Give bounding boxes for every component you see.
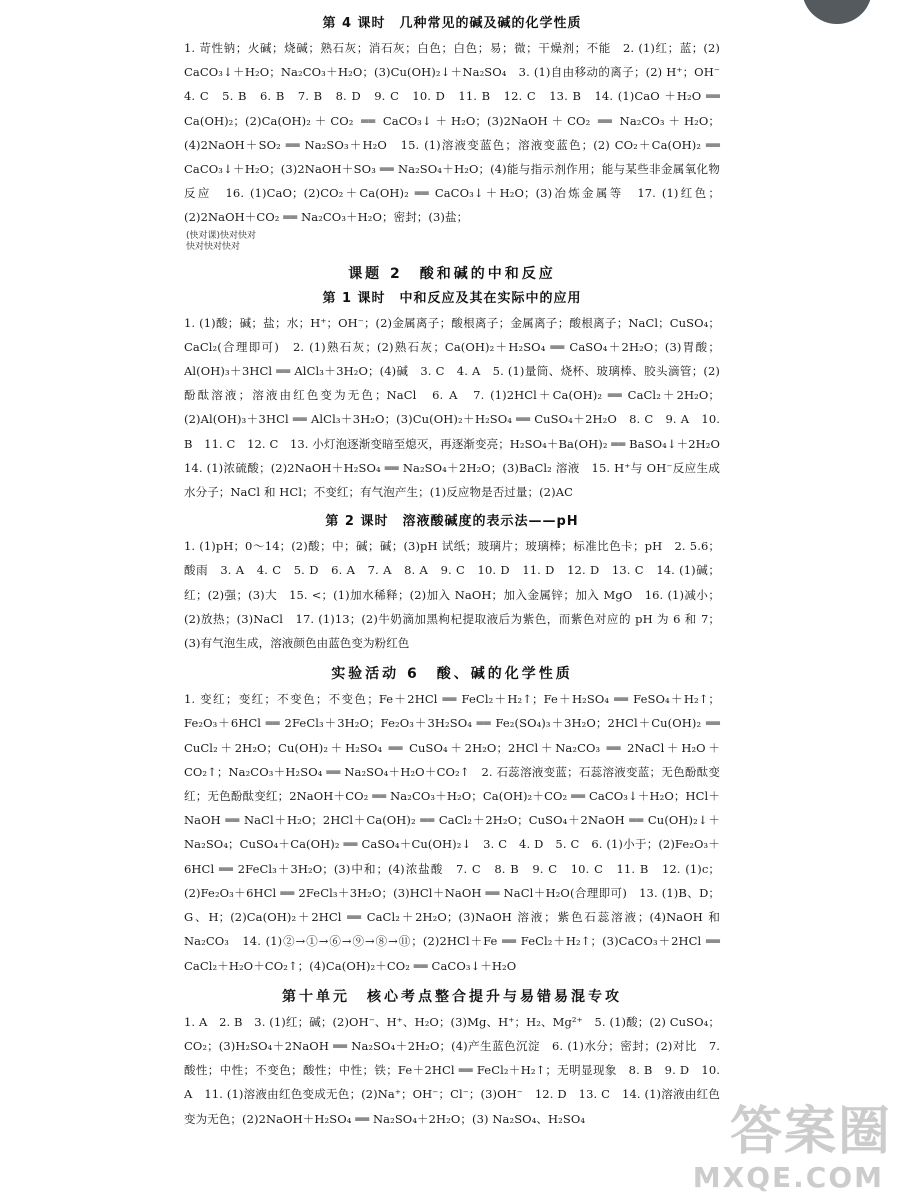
experiment-answers: 1. 变红；变红；不变色；不变色；Fe＋2HCl ══ FeCl₂＋H₂↑；Fe＋H₂SO₄ ══ FeSO₄＋H₂↑；Fe₂O₃＋6HCl ══ 2FeCl₃＋3H₂O；Fe₂O₃＋3H₂SO₄ ══ Fe₂(SO₄)₃＋3H₂O；2HCl＋Cu(OH)₂ ══ CuCl₂＋2H₂O；Cu(OH)₂＋H₂SO₄ ══ CuSO₄＋2H₂O；2HCl＋Na₂CO₃ ══ 2NaCl＋H₂O＋CO₂↑；Na₂CO₃＋H₂SO₄ ══ Na₂SO₄＋H₂O＋CO₂↑ 2. 石蕊溶液变蓝；石蕊溶液变蓝；无色酚酞变红；无色酚酞变红；2NaOH＋CO₂ ══ Na₂CO₃＋H₂O；Ca(OH)₂＋CO₂ ══ CaCO₃↓＋H₂O；HCl＋NaOH ══ NaCl＋H₂O；2HCl＋Ca(OH)₂ ══ CaCl₂＋2H₂O；CuSO₄＋2NaOH ══ Cu(OH)₂↓＋Na₂SO₄；CuSO₄＋Ca(OH)₂ ══ CaSO₄＋Cu(OH)₂↓ 3. C 4. D 5. C 6. (1)小于；(2)Fe₂O₃＋6HCl ══ 2FeCl₃＋3H₂O；(3)中和；(4)浓盐酸 7. C 8. B 9. C 10. C 11. B 12. (1)c；(2)Fe₂O₃＋6HCl ══ 2FeCl₃＋3H₂O；(3)HCl＋NaOH ══ NaCl＋H₂O(合理即可) 13. (1)B、D；G、H；(2)Ca(OH)₂＋2HCl ══ CaCl₂＋2H₂O；(3)NaOH 溶液；紫色石蕊溶液；(4)NaOH 和 Na₂CO₃ 14. (1)②→①→⑥→⑨→⑧→⑪；(2)2HCl＋Fe ══ FeCl₂＋H₂↑；(3)CaCO₃＋2HCl ══ CaCl₂＋H₂O＋CO₂↑；(4)Ca(OH)₂＋CO₂ ══ CaCO₃↓＋H₂O <box>184 692 720 973</box>
unit-review-answers: 1. A 2. B 3. (1)红；碱；(2)OH⁻、H⁺、H₂O；(3)Mg、H⁺；H₂、Mg²⁺ 5. (1)酸；(2) CuSO₄；CO₂；(3)H₂SO₄＋2NaOH ══ Na₂SO₄＋2H₂O；(4)产生蓝色沉淀 6. (1)水分；密封；(2)对比 7. 酸性；中性；不变色；酸性；中性；铁；Fe＋2HCl ══ FeCl₂＋H₂↑；无明显现象 8. B 9. D 10. A 11. (1)溶液由红色变成无色；(2)Na⁺；OH⁻；Cl⁻；(3)OH⁻ 12. D 13. C 14. (1)溶液由红色变为无色；(2)2NaOH＋H₂SO₄ ══ Na₂SO₄＋2H₂O；(3) Na₂SO₄、H₂SO₄ <box>184 1014 720 1126</box>
small-watermark: (快对课)快对快对 快对快对快对 <box>186 230 257 252</box>
lesson-title-1: 第 1 课时 中和反应及其在实际中的应用 <box>322 290 582 306</box>
lesson-answers-2: 1. (1)pH；0～14；(2)酸；中；碱；碱；(3)pH 试纸；玻璃片；玻璃棒；标准比色卡；pH 2. 5.6；酸雨 3. A 4. C 5. D 6. A 7. A 8. A 9. C 10. D 11. D 12. D 13. C 14. (1)碱；红；(2)强；(3)大 15. <；(1)加水稀释；(2)加入 NaOH；加入金属锌；加入 MgO 16. (1)减小；(2)放热；(3)NaCl 17. (1)13；(2)牛奶滴加黑枸杞提取液后为紫色，而紫色对应的 pH 为 6 和 7；(3)有气泡生成，溶液颜色由蓝色变为粉红色 <box>184 539 720 651</box>
url-watermark: MXQE.COM <box>692 1161 884 1194</box>
lesson-title-2: 第 2 课时 溶液酸碱度的表示法——pH <box>325 514 579 530</box>
brand-watermark: 答案圈 <box>729 1102 892 1162</box>
answer-content <box>184 12 732 1131</box>
experiment-title: 实验活动 6 酸、碱的化学性质 <box>331 666 573 683</box>
corner-tab[interactable] <box>802 0 872 24</box>
lesson-answers-4: 1. 苛性钠；火碱；烧碱；熟石灰；消石灰；白色；白色；易；微；干燥剂；不能 2. (1)红；蓝；(2) CaCO₃↓＋H₂O；Na₂CO₃＋H₂O；(3)Cu(OH)₂↓＋Na₂SO₄ 3. (1)自由移动的离子；(2) H⁺；OH⁻ 4. C 5. B 6. B 7. B 8. D 9. C 10. D 11. B 12. C 13. B 14. (1)CaO ＋H₂O ══ Ca(OH)₂；(2)Ca(OH)₂＋CO₂ ══ CaCO₃↓＋H₂O；(3)2NaOH＋CO₂ ══ Na₂CO₃＋H₂O；(4)2NaOH＋SO₂ ══ Na₂SO₃＋H₂O 15. (1)溶液变蓝色；溶液变蓝色；(2) CO₂＋Ca(OH)₂ ══ CaCO₃↓＋H₂O；(3)2NaOH＋SO₃ ══ Na₂SO₄＋H₂O；(4)能与指示剂作用；能与某些非金属氧化物反应 16. (1)CaO；(2)CO₂＋Ca(OH)₂ ══ CaCO₃↓＋H₂O；(3)冶炼金属等 17. (1)红色；(2)2NaOH＋CO₂ ══ Na₂CO₃＋H₂O；密封；(3)盐； <box>184 41 732 225</box>
unit-review-title: 第十单元 核心考点整合提升与易错易混专攻 <box>282 988 622 1005</box>
lesson-answers-1: 1. (1)酸；碱；盐；水；H⁺；OH⁻；(2)金属离子；酸根离子；金属离子；酸根离子；NaCl；CuSO₄；CaCl₂(合理即可) 2. (1)熟石灰；(2)熟石灰；Ca(OH)₂＋H₂SO₄ ══ CaSO₄＋2H₂O；(3)胃酸；Al(OH)₃＋3HCl ══ AlCl₃＋3H₂O；(4)碱 3. C 4. A 5. (1)量筒、烧杯、玻璃棒、胶头滴管；(2)酚酞溶液；溶液由红色变为无色；NaCl 6. A 7. (1)2HCl＋Ca(OH)₂ ══ CaCl₂＋2H₂O；(2)Al(OH)₃＋3HCl ══ AlCl₃＋3H₂O；(3)Cu(OH)₂＋H₂SO₄ ══ CuSO₄＋2H₂O 8. C 9. A 10. B 11. C 12. C 13. 小灯泡逐渐变暗至熄灭，再逐渐变亮；H₂SO₄＋Ba(OH)₂ ══ BaSO₄↓＋2H₂O 14. (1)浓硫酸；(2)2NaOH＋H₂SO₄ ══ Na₂SO₄＋2H₂O；(3)BaCl₂ 溶液 15. H⁺与 OH⁻反应生成水分子；NaCl 和 HCl；不变红；有气泡产生；(1)反应物是否过量；(2)AC <box>184 315 732 500</box>
lesson-title-4: 第 4 课时 几种常见的碱及碱的化学性质 <box>322 16 582 31</box>
unit-title: 课题 2 酸和碱的中和反应 <box>348 265 556 282</box>
